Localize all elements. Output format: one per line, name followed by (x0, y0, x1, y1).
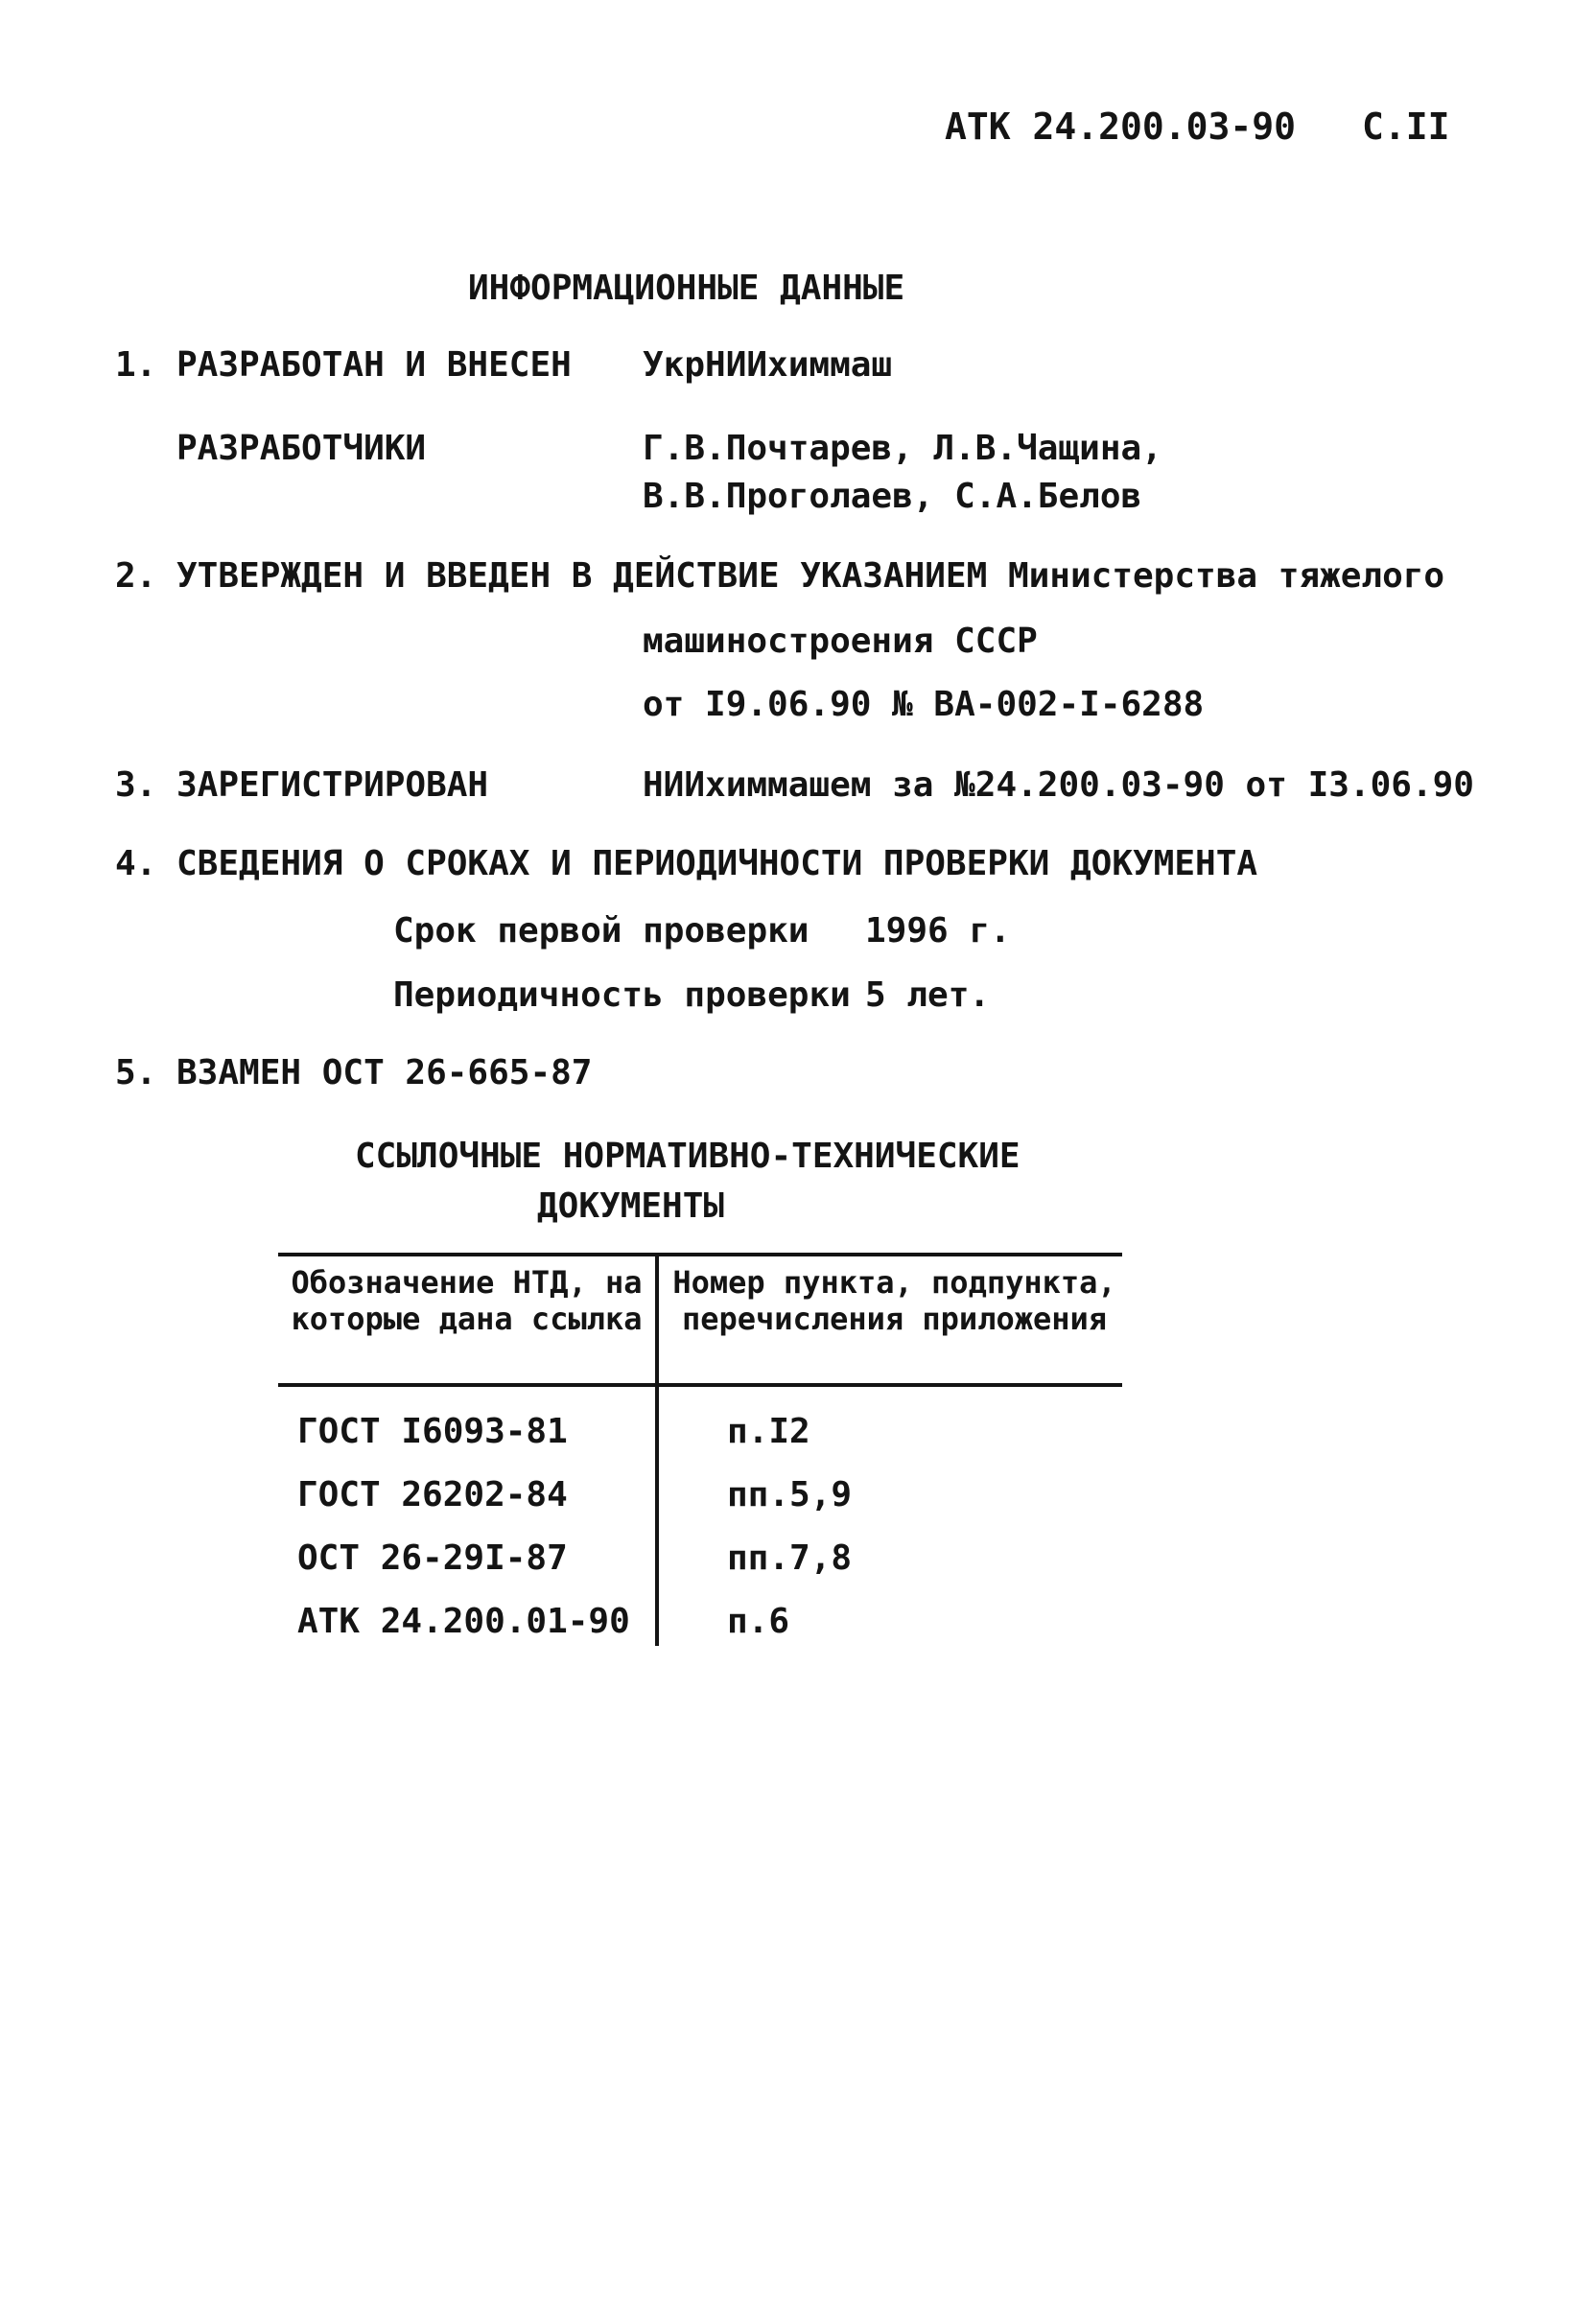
table-cell-document: ГОСТ I6093-81 (297, 1412, 568, 1451)
item-2-line-3: от I9.06.90 № ВА-002-I-6288 (643, 685, 1205, 724)
table-cell-clause: пп.5,9 (727, 1475, 853, 1514)
table-cell-clause: пп.7,8 (727, 1538, 853, 1578)
refs-title-line-2: ДОКУМЕНТЫ (537, 1186, 725, 1226)
refs-title-line-1: ССЫЛОЧНЫЕ НОРМАТИВНО-ТЕХНИЧЕСКИЕ (355, 1137, 1021, 1176)
page-title: ИНФОРМАЦИОННЫЕ ДАННЫЕ (468, 269, 905, 308)
developers-label: РАЗРАБОТЧИКИ (176, 429, 427, 468)
item-5-number: 5. (115, 1053, 157, 1092)
table-column-divider (655, 1256, 659, 1646)
period-value: 5 лет. (865, 975, 991, 1015)
item-4-text: СВЕДЕНИЯ О СРОКАХ И ПЕРИОДИЧНОСТИ ПРОВЕРКИ ДОКУМЕНТА (176, 844, 1258, 883)
table-cell-document: ГОСТ 26202-84 (297, 1475, 568, 1514)
period-label: Периодичность проверки (393, 975, 851, 1015)
developers-line-2: В.В.Проголаев, С.А.Белов (643, 477, 1142, 516)
first-check-label: Срок первой проверки (393, 911, 809, 951)
table-cell-clause: п.6 (727, 1602, 790, 1641)
table-cell-document: АТК 24.200.01-90 (297, 1602, 630, 1641)
first-check-value: 1996 г. (865, 911, 1011, 951)
table-top-rule (278, 1253, 1122, 1256)
table-cell-document: ОСТ 26-29I-87 (297, 1538, 568, 1578)
item-1-number: 1. (115, 345, 157, 385)
developers-line-1: Г.В.Почтарев, Л.В.Чащина, (643, 429, 1162, 468)
item-3-value: НИИхиммашем за №24.200.03-90 от I3.06.90 (643, 765, 1474, 805)
item-5-text: ВЗАМЕН ОСТ 26-665-87 (176, 1053, 593, 1092)
table-header-clause: Номер пункта, подпункта, перечисления приложения (672, 1264, 1116, 1337)
table-header-document: Обозначение НТД, на которые дана ссылка (291, 1264, 643, 1337)
item-3-label: ЗАРЕГИСТРИРОВАН (176, 765, 489, 805)
item-1-label: РАЗРАБОТАН И ВНЕСЕН (176, 345, 572, 385)
item-2-line-2: машиностроения СССР (643, 622, 1038, 661)
document-code: АТК 24.200.03-90 (945, 106, 1297, 148)
item-1-value: УкрНИИхиммаш (643, 345, 893, 385)
item-4-number: 4. (115, 844, 157, 883)
table-cell-clause: п.I2 (727, 1412, 810, 1451)
item-2-number: 2. (115, 556, 157, 596)
page-number: С.II (1362, 106, 1450, 148)
table-header-rule (278, 1383, 1122, 1387)
item-3-number: 3. (115, 765, 157, 805)
item-2-text: УТВЕРЖДЕН И ВВЕДЕН В ДЕЙСТВИЕ УКАЗАНИЕМ Министерства тяжелого (176, 556, 1445, 596)
